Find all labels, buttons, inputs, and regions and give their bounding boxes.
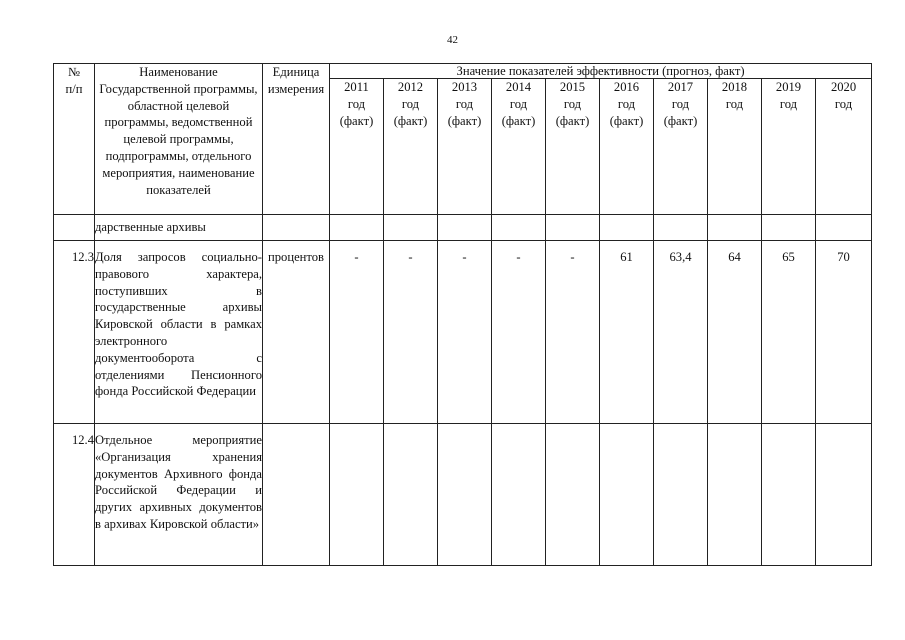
header-year: 2018 год: [708, 79, 762, 215]
row-unit: [263, 215, 330, 241]
header-values-group: Значение показателей эффективности (прогноз, факт): [330, 64, 872, 79]
row-value: [546, 215, 600, 241]
header-name: Наименование Государственной программы, областной целевой программы, ведомственной целевой программы, подпрограммы, отдельного мероприятия, наименование показателей: [95, 64, 263, 215]
row-value: -: [438, 241, 492, 424]
row-unit: процентов: [263, 241, 330, 424]
row-value: [654, 215, 708, 241]
header-year: 2020 год: [816, 79, 872, 215]
row-num: [54, 215, 95, 241]
header-year: 2017 год (факт): [654, 79, 708, 215]
table-row: [54, 215, 872, 241]
row-value: [816, 424, 872, 566]
header-year: 2012 год (факт): [384, 79, 438, 215]
row-value: [546, 424, 600, 566]
indicators-table: [53, 63, 872, 566]
row-value: -: [384, 241, 438, 424]
row-value: -: [546, 241, 600, 424]
header-year: 2011 год (факт): [330, 79, 384, 215]
row-value: [600, 215, 654, 241]
row-value: [492, 424, 546, 566]
row-value: -: [492, 241, 546, 424]
row-value: 65: [762, 241, 816, 424]
row-num: 12.3: [54, 241, 95, 424]
page-number: 42: [447, 34, 458, 46]
row-value: 70: [816, 241, 872, 424]
header-year: 2014 год (факт): [492, 79, 546, 215]
row-value: [654, 424, 708, 566]
row-value: [330, 215, 384, 241]
header-year: 2013 год (факт): [438, 79, 492, 215]
row-value: [384, 215, 438, 241]
row-value: [762, 215, 816, 241]
table-row: [54, 241, 872, 424]
row-value: [438, 215, 492, 241]
row-value: [708, 215, 762, 241]
row-value: [816, 215, 872, 241]
row-name: Доля запросов социально-правового характера, поступивших в государственные архивы Кировской области в рамках электронного документооборота с отделениями Пенсионного фонда Российской Федерации: [95, 241, 263, 424]
header-num: № п/п: [54, 64, 95, 215]
row-num: 12.4: [54, 424, 95, 566]
row-name: дарственные архивы: [95, 215, 263, 241]
row-name: Отдельное мероприятие «Организация хранения документов Архивного фонда Российской Федерации и других архивных документов в архивах Кировской области»: [95, 424, 263, 566]
row-value: -: [330, 241, 384, 424]
row-value: [762, 424, 816, 566]
row-value: [600, 424, 654, 566]
row-value: [492, 215, 546, 241]
row-unit: [263, 424, 330, 566]
row-value: [330, 424, 384, 566]
row-value: 63,4: [654, 241, 708, 424]
header-year: 2019 год: [762, 79, 816, 215]
header-unit: Единица измерения: [263, 64, 330, 215]
table-row: [54, 424, 872, 566]
header-year: 2015 год (факт): [546, 79, 600, 215]
header-year: 2016 год (факт): [600, 79, 654, 215]
row-value: 61: [600, 241, 654, 424]
row-value: 64: [708, 241, 762, 424]
row-value: [384, 424, 438, 566]
row-value: [708, 424, 762, 566]
row-value: [438, 424, 492, 566]
